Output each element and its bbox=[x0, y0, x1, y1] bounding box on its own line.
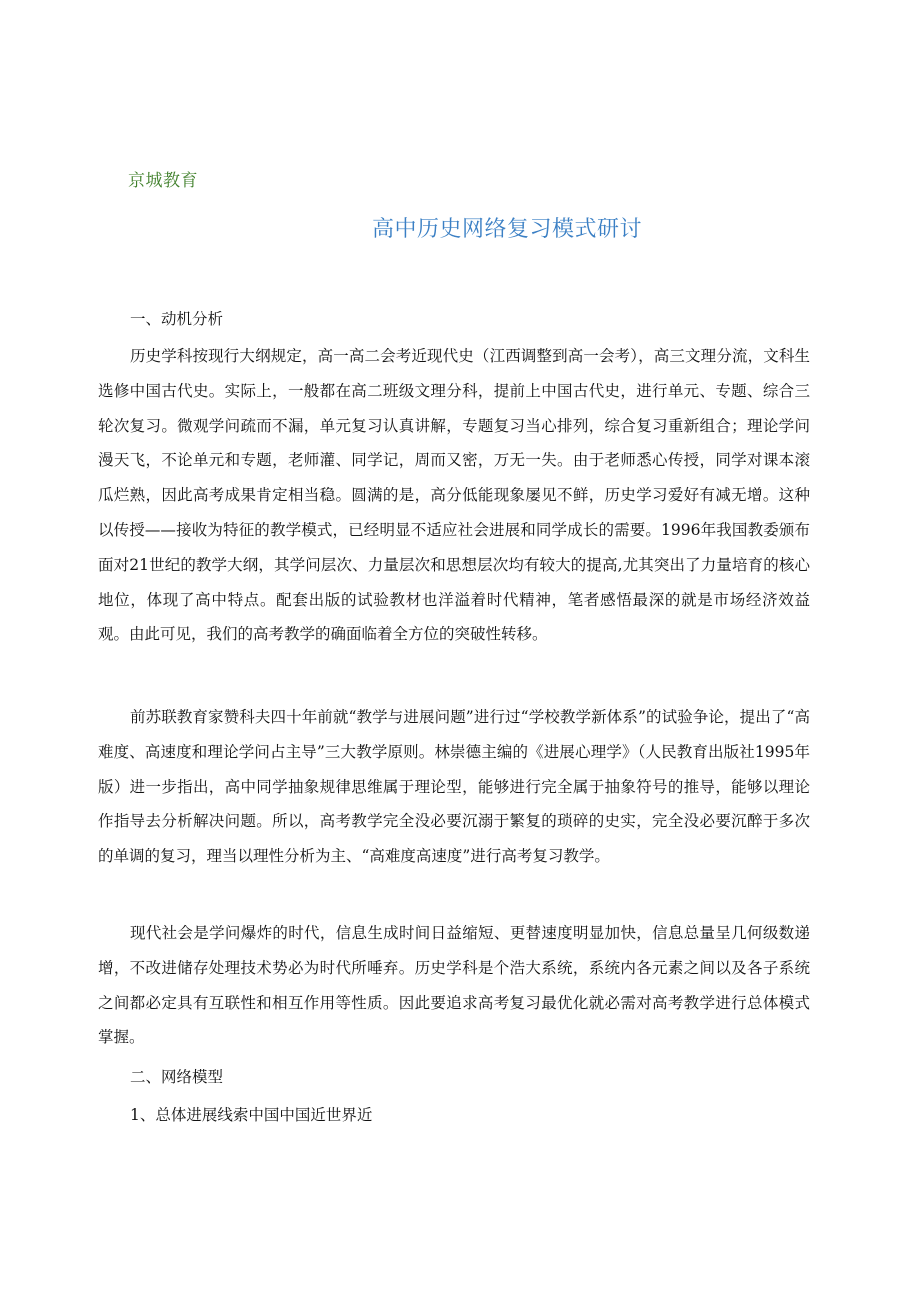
brand-header: 京城教育 bbox=[128, 171, 198, 191]
paragraph-1: 历史学科按现行大纲规定，高一高二会考近现代史（江西调整到高一会考），高三文理分流，文科生选修中国古代史。实际上，一般都在高二班级文理分科，提前上中国古代史，进行单元、专题、综合三轮次复习。微观学问疏而不漏，单元复习认真讲解，专题复习当心排列，综合复习重新组合；理论学问漫天飞，不论单元和专题，老师灌、同学记，周而又密，万无一失。由于老师悉心传授，同学对课本滚瓜烂熟，因此高考成果肯定相当稳。圆满的是，高分低能现象屡见不鲜，历史学习爱好有减无增。这种以传授——接收为特征的教学模式，已经明显不适应社会进展和同学成长的需要。1996年我国教委颁布面对21世纪的教学大纲，其学问层次、力量层次和思想层次均有较大的提高,尤其突出了力量培育的核心地位，体现了高中特点。配套出版的试验教材也洋溢着时代精神，笔者感悟最深的就是市场经济效益观。由此可见，我们的高考教学的确面临着全方位的突破性转移。 bbox=[98, 347, 810, 644]
paragraph-2: 前苏联教育家赞科夫四十年前就“教学与进展问题”进行过“学校教学新体系”的试验争论，提出了“高难度、高速度和理论学问占主导”三大教学原则。林崇德主编的《进展心理学》（人民教育出版社1995年版）进一步指出，高中同学抽象规律思维属于理论型，能够进行完全属于抽象符号的推导，能够以理论作指导去分析解决问题。所以，高考教学完全没必要沉溺于繁复的琐碎的史实，完全没必要沉醉于多次的单调的复习，理当以理性分析为主、“高难度高速度”进行高考复习教学。 bbox=[98, 708, 810, 866]
document-title: 高中历史网络复习模式研讨 bbox=[372, 217, 643, 242]
section-heading-network: 二、网络模型 bbox=[130, 1068, 224, 1086]
section-heading-motivation: 一、动机分析 bbox=[130, 310, 224, 328]
list-item-1: 1、总体进展线索中国中国近世界近 bbox=[130, 1106, 373, 1124]
paragraph-3: 现代社会是学问爆炸的时代，信息生成时间日益缩短、更替速度明显加快，信息总量呈几何级数递增，不改进储存处理技术势必为时代所唾弃。历史学科是个浩大系统，系统内各元素之间以及各子系统之间都必定具有互联性和相互作用等性质。因此要追求高考复习最优化就必需对高考教学进行总体模式掌握。 bbox=[98, 924, 810, 1047]
